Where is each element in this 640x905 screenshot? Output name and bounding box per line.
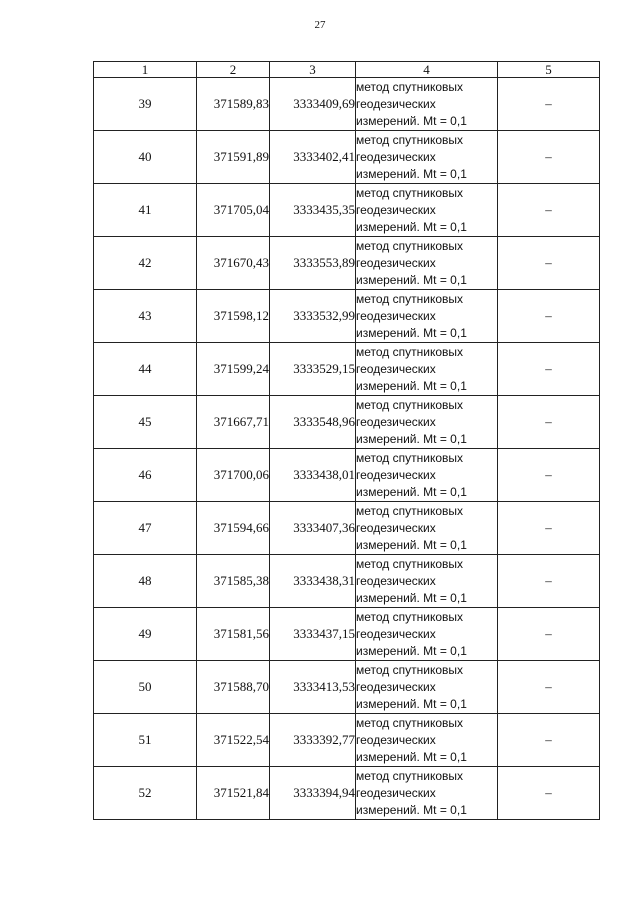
note-cell: – [498,555,600,608]
point-number-cell: 45 [94,396,197,449]
point-number-cell: 42 [94,237,197,290]
table-row [94,449,600,502]
method-text-line: измерений. Mt = 0,1 [356,378,467,393]
column-header-3: 3 [270,62,356,78]
point-number-cell: 39 [94,78,197,131]
note-cell: – [498,237,600,290]
method-text-line: метод спутниковых [356,79,464,94]
table-row [94,555,600,608]
method-text-line: метод спутниковых [356,132,464,147]
method-text-line: измерений. Mt = 0,1 [356,696,467,711]
table-row [94,78,600,131]
method-text-line: метод спутниковых [356,715,464,730]
method-cell [356,343,498,396]
y-coordinate-cell: 3333394,94 [270,767,356,820]
method-cell [356,131,498,184]
method-text-line: геодезических [356,202,436,217]
method-text-line: метод спутниковых [356,503,464,518]
method-cell [356,608,498,661]
method-text-line: измерений. Mt = 0,1 [356,113,467,128]
method-text-line: геодезических [356,626,436,641]
note-cell: – [498,131,600,184]
method-text-line: измерений. Mt = 0,1 [356,590,467,605]
point-number-cell: 48 [94,555,197,608]
method-text-line: измерений. Mt = 0,1 [356,749,467,764]
x-coordinate-cell: 371700,06 [197,449,270,502]
method-text-line: геодезических [356,255,436,270]
method-text-line: геодезических [356,414,436,429]
column-header-4: 4 [356,62,498,78]
x-coordinate-cell: 371591,89 [197,131,270,184]
method-text-line: геодезических [356,573,436,588]
x-coordinate-cell: 371522,54 [197,714,270,767]
point-number-cell: 47 [94,502,197,555]
point-number-cell: 40 [94,131,197,184]
method-text-line: измерений. Mt = 0,1 [356,643,467,658]
method-text-line: измерений. Mt = 0,1 [356,431,467,446]
method-cell [356,502,498,555]
y-coordinate-cell: 3333409,69 [270,78,356,131]
method-text-line: геодезических [356,467,436,482]
method-cell [356,78,498,131]
point-number-cell: 43 [94,290,197,343]
column-header-1: 1 [94,62,197,78]
note-cell: – [498,184,600,237]
method-text-line: геодезических [356,361,436,376]
x-coordinate-cell: 371589,83 [197,78,270,131]
method-text-line: метод спутниковых [356,238,464,253]
x-coordinate-cell: 371521,84 [197,767,270,820]
point-number-cell: 41 [94,184,197,237]
y-coordinate-cell: 3333438,01 [270,449,356,502]
table-row [94,661,600,714]
method-text-line: геодезических [356,785,436,800]
point-number-cell: 44 [94,343,197,396]
column-header-5: 5 [498,62,600,78]
y-coordinate-cell: 3333548,96 [270,396,356,449]
method-text-line: метод спутниковых [356,291,464,306]
method-text-line: измерений. Mt = 0,1 [356,219,467,234]
coordinates-table [93,61,600,820]
table-row [94,237,600,290]
x-coordinate-cell: 371670,43 [197,237,270,290]
y-coordinate-cell: 3333407,36 [270,502,356,555]
y-coordinate-cell: 3333392,77 [270,714,356,767]
y-coordinate-cell: 3333532,99 [270,290,356,343]
table-row [94,396,600,449]
method-text-line: геодезических [356,520,436,535]
x-coordinate-cell: 371599,24 [197,343,270,396]
y-coordinate-cell: 3333438,31 [270,555,356,608]
x-coordinate-cell: 371588,70 [197,661,270,714]
x-coordinate-cell: 371705,04 [197,184,270,237]
method-text-line: метод спутниковых [356,450,464,465]
point-number-cell: 46 [94,449,197,502]
method-cell [356,290,498,343]
method-text-line: геодезических [356,732,436,747]
table-header-row [94,62,600,78]
table-row [94,767,600,820]
method-text-line: геодезических [356,96,436,111]
note-cell: – [498,78,600,131]
table-row [94,714,600,767]
method-text-line: измерений. Mt = 0,1 [356,325,467,340]
table-row [94,131,600,184]
point-number-cell: 52 [94,767,197,820]
y-coordinate-cell: 3333413,53 [270,661,356,714]
table-row [94,290,600,343]
method-cell [356,184,498,237]
column-header-2: 2 [197,62,270,78]
method-text-line: метод спутниковых [356,609,464,624]
method-cell [356,396,498,449]
table-row [94,608,600,661]
table-row [94,502,600,555]
x-coordinate-cell: 371581,56 [197,608,270,661]
note-cell: – [498,396,600,449]
method-text-line: метод спутниковых [356,397,464,412]
table-body [94,62,600,820]
method-cell [356,714,498,767]
y-coordinate-cell: 3333529,15 [270,343,356,396]
note-cell: – [498,290,600,343]
note-cell: – [498,343,600,396]
y-coordinate-cell: 3333437,15 [270,608,356,661]
method-cell [356,661,498,714]
note-cell: – [498,714,600,767]
method-cell [356,237,498,290]
method-text-line: измерений. Mt = 0,1 [356,484,467,499]
y-coordinate-cell: 3333435,35 [270,184,356,237]
method-text-line: геодезических [356,149,436,164]
y-coordinate-cell: 3333402,41 [270,131,356,184]
method-text-line: геодезических [356,679,436,694]
method-text-line: метод спутниковых [356,768,464,783]
note-cell: – [498,449,600,502]
x-coordinate-cell: 371594,66 [197,502,270,555]
method-text-line: измерений. Mt = 0,1 [356,802,467,817]
point-number-cell: 50 [94,661,197,714]
x-coordinate-cell: 371667,71 [197,396,270,449]
note-cell: – [498,502,600,555]
point-number-cell: 49 [94,608,197,661]
method-text-line: измерений. Mt = 0,1 [356,166,467,181]
table-row [94,184,600,237]
note-cell: – [498,608,600,661]
method-text-line: измерений. Mt = 0,1 [356,537,467,552]
note-cell: – [498,661,600,714]
method-text-line: метод спутниковых [356,556,464,571]
method-text-line: измерений. Mt = 0,1 [356,272,467,287]
table-row [94,343,600,396]
note-cell: – [498,767,600,820]
page-number: 27 [314,19,326,31]
method-text-line: метод спутниковых [356,185,464,200]
x-coordinate-cell: 371585,38 [197,555,270,608]
method-cell [356,555,498,608]
method-text-line: метод спутниковых [356,662,464,677]
method-cell [356,449,498,502]
method-text-line: геодезических [356,308,436,323]
x-coordinate-cell: 371598,12 [197,290,270,343]
y-coordinate-cell: 3333553,89 [270,237,356,290]
method-text-line: метод спутниковых [356,344,464,359]
method-cell [356,767,498,820]
point-number-cell: 51 [94,714,197,767]
